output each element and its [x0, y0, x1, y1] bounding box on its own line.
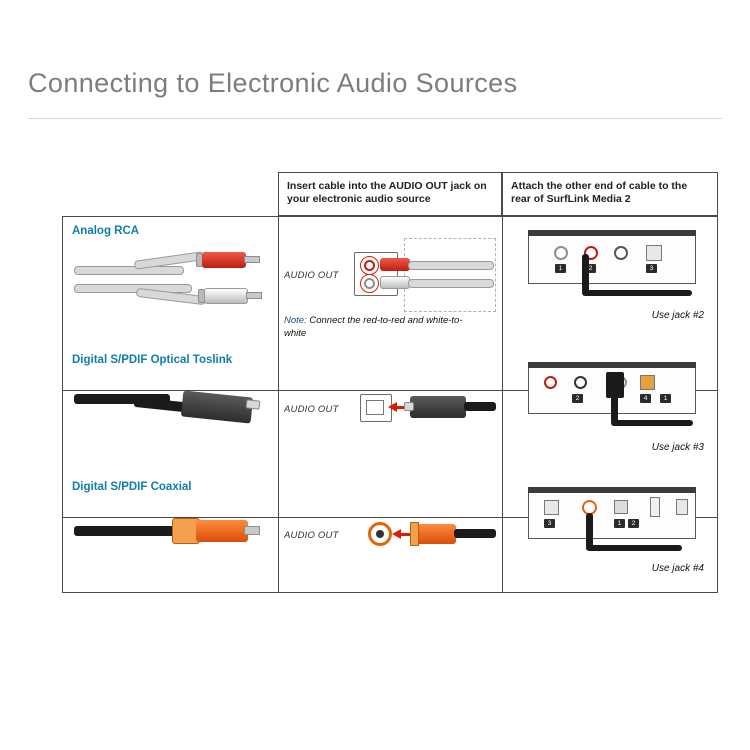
connection-table	[62, 172, 718, 593]
jack-number-1: 1	[614, 519, 625, 528]
jack-number-1: 1	[555, 264, 566, 273]
title-divider	[28, 118, 722, 119]
rear-panel-illustration-toslink	[510, 362, 710, 472]
row-label-coaxial: Digital S/PDIF Coaxial	[72, 481, 192, 493]
note-prefix: Note:	[284, 315, 307, 326]
rear-panel-illustration-coax	[510, 487, 710, 597]
cable-illustration-coax	[74, 500, 270, 580]
audio-out-label-rca: AUDIO OUT	[284, 270, 339, 281]
column-header-source: Insert cable into the AUDIO OUT jack on your electronic audio source	[278, 172, 502, 216]
jack-number-3: 3	[544, 519, 555, 528]
source-jack-illustration-toslink	[284, 372, 496, 452]
table-vertical-divider-2	[502, 216, 503, 593]
jack-number-2: 2	[628, 519, 639, 528]
jack-number-1: 1	[660, 394, 671, 403]
row-label-analog-rca: Analog RCA	[72, 225, 140, 237]
table-header-row	[278, 172, 718, 216]
source-jack-illustration-rca	[284, 230, 496, 340]
jack-number-3: 3	[646, 264, 657, 273]
table-vertical-divider-1	[278, 216, 279, 593]
audio-out-label-coax: AUDIO OUT	[284, 530, 339, 541]
row-label-optical-toslink: Digital S/PDIF Optical Toslink	[72, 354, 233, 366]
jack-number-2: 2	[585, 264, 596, 273]
source-jack-illustration-coax	[284, 500, 496, 580]
use-jack-label-coax: Use jack #4	[651, 563, 704, 574]
rear-panel-illustration-rca	[510, 230, 710, 340]
jack-number-4: 4	[640, 394, 651, 403]
page-title: Connecting to Electronic Audio Sources	[28, 68, 518, 98]
column-header-device: Attach the other end of cable to the rear of SurfLink Media 2	[502, 172, 718, 216]
audio-out-label-toslink: AUDIO OUT	[284, 404, 339, 415]
use-jack-label-rca: Use jack #2	[651, 310, 704, 321]
note-rca	[284, 314, 484, 340]
jack-number-2: 2	[572, 394, 583, 403]
use-jack-label-toslink: Use jack #3	[651, 442, 704, 453]
cable-illustration-rca	[74, 244, 270, 324]
note-text: Connect the red-to-red and white-to-white	[284, 315, 463, 339]
cable-illustration-toslink	[74, 372, 270, 452]
